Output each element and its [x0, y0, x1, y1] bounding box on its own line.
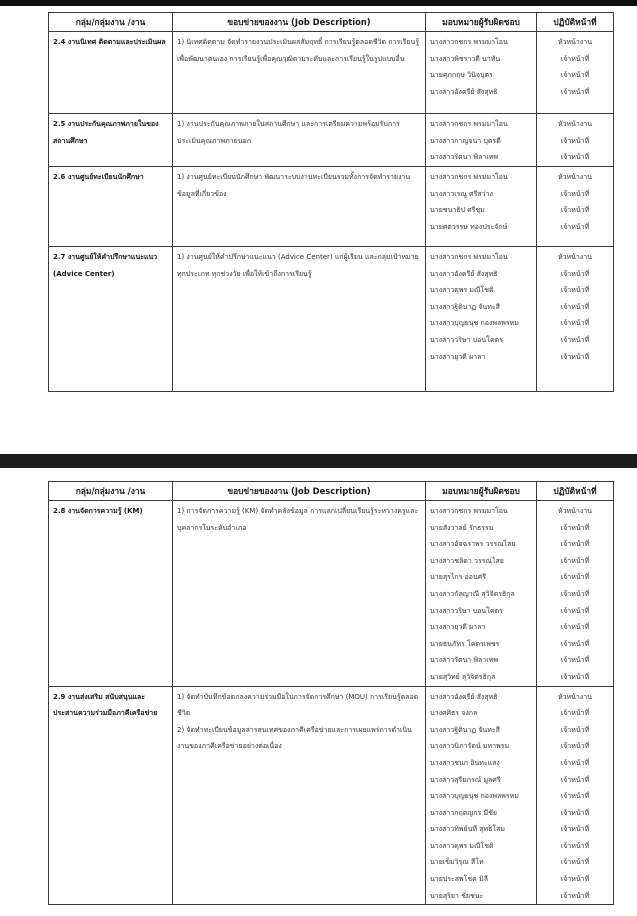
role-label: เจ้าหน้าที่: [560, 286, 590, 295]
person-name: นางสาวกชกร พรมมาโอน: [430, 173, 508, 181]
role-label: เจ้าหน้าที่: [560, 725, 590, 734]
person-name: นางสาวรัตนา พิลาเทพ: [430, 153, 498, 162]
person-name: นางสาวยุวดี ผาลา: [430, 623, 486, 632]
people-cell: [426, 167, 537, 247]
description-cell: [173, 114, 426, 167]
role-label: เจ้าหน้าที่: [560, 87, 590, 96]
roles-cell: [537, 686, 614, 905]
page-gap: [0, 410, 637, 454]
roles-cell: [537, 247, 614, 392]
description-line: 1) งานศูนย์ให้คำปรึกษาแนะแนว (Advice Center) แก่ผู้เรียน และกลุ่มเป้าหมายทุกประเภท ทุกช่วงวัย เพื่อให้เข้าถึงการเรียนรู้: [177, 253, 419, 278]
role-label: เจ้าหน้าที่: [560, 352, 590, 361]
person-name: นางสาวกชกร พรมมาโอน: [430, 253, 508, 261]
role-label: เจ้าหน้าที่: [560, 189, 590, 198]
roles-cell: [537, 32, 614, 114]
header-description: ขอบข่ายของงาน (Job Description): [173, 13, 426, 32]
role-label: เจ้าหน้าที่: [560, 672, 590, 681]
person-name: นายศุภกฤษ วินิจบุตร: [430, 71, 493, 80]
people-cell: [426, 501, 537, 687]
description-cell: [173, 32, 426, 114]
roles-cell: [537, 501, 614, 687]
role-label: เจ้าหน้าที่: [560, 153, 590, 162]
people-cell: [426, 114, 537, 167]
role-label: หัวหน้างาน: [557, 120, 592, 128]
role-label: เจ้าหน้าที่: [560, 742, 590, 751]
role-label: เจ้าหน้าที่: [560, 269, 590, 278]
role-label: เจ้าหน้าที่: [560, 656, 590, 665]
description-cell: [173, 686, 426, 905]
role-label: เจ้าหน้าที่: [560, 891, 590, 900]
table-row: [49, 501, 614, 687]
roles-cell: [537, 167, 614, 247]
person-name: นางสาวอังครีย์ สังสุทธิ: [430, 692, 498, 701]
person-name: นางสาวกัลญาณี สุวิจิตรธิกุล: [430, 589, 515, 598]
role-label: เจ้าหน้าที่: [560, 54, 590, 63]
role-label: เจ้าหน้าที่: [560, 623, 590, 632]
people-cell: [426, 247, 537, 392]
header-description: ขอบข่ายของงาน (Job Description): [173, 482, 426, 501]
description-line: 2) จัดทำทะเบียนข้อมูลสารสนเทศของภาคีเครือข่ายและการเผยแพร่การดำเนินงานของภาคีเครือข่ายอย่างต่อเนื่อง: [177, 725, 412, 751]
header-group: กลุ่ม/กลุ่มงาน /งาน: [49, 13, 173, 32]
role-label: หัวหน้างาน: [557, 173, 592, 181]
role-label: เจ้าหน้าที่: [560, 573, 590, 582]
role-label: เจ้าหน้าที่: [560, 206, 590, 215]
page-separator-bar: [0, 454, 637, 468]
person-name: นางศศิธร จงกล: [430, 709, 478, 718]
description-cell: [173, 247, 426, 392]
person-name: นางสาวชลิดา วรรณไสย: [430, 556, 504, 565]
table-row: [49, 114, 614, 167]
role-label: เจ้าหน้าที่: [560, 841, 590, 850]
person-name: นางสาวนิภารัตน์ มหาพรม: [430, 742, 510, 751]
person-name: นางสาวบุญยนุช กองพลพรหม: [430, 792, 519, 801]
person-name: นางสาวรัตนา พิลาเทพ: [430, 656, 498, 665]
person-name: นางสาวกชกร พรมมาโอน: [430, 120, 508, 128]
group-cell: 2.5 งานประกันคุณภาพภายในของสถานศึกษา: [49, 114, 173, 167]
role-label: เจ้าหน้าที่: [560, 606, 590, 615]
header-group: กลุ่ม/กลุ่มงาน /งาน: [49, 482, 173, 501]
top-edge-bar: [0, 0, 637, 6]
role-label: เจ้าหน้าที่: [560, 319, 590, 328]
description-line: 1) การจัดการความรู้ (KM) จัดทำคลังข้อมูล การแลกเปลี่ยนเรียนรู้ระหว่างครูและบุคลากรในระดับอำเภอ: [177, 507, 419, 532]
role-label: หัวหน้างาน: [557, 38, 592, 46]
role-label: เจ้าหน้าที่: [560, 556, 590, 565]
role-label: เจ้าหน้าที่: [560, 758, 590, 767]
person-name: นางสาวทิพย์นที สุทธิโสม: [430, 825, 506, 834]
job-description-table-page-2: [48, 481, 614, 905]
person-name: นายสุริยา ชัยชนะ: [430, 891, 484, 900]
role-label: เจ้าหน้าที่: [560, 523, 590, 532]
role-label: เจ้าหน้าที่: [560, 71, 590, 80]
description-cell: [173, 501, 426, 687]
group-cell: 2.8 งานจัดการความรู้ (KM): [49, 501, 173, 687]
person-name: นางสาววริษา บอนโคตร: [430, 606, 503, 615]
role-label: เจ้าหน้าที่: [560, 808, 590, 817]
description-line: 1) จัดทำบันทึกข้อตกลงความร่วมมือในการจัดการศึกษา (MOU) การเรียนรู้ตลอดชีวิต: [177, 692, 419, 718]
person-name: นายศตวรรษ ทองประจักษ์: [430, 222, 508, 231]
role-label: เจ้าหน้าที่: [560, 302, 590, 311]
person-name: นายสุรไกร อ่อนศรี: [430, 573, 486, 582]
table-header-row: [49, 13, 614, 32]
header-role: ปฏิบัติหน้าที่: [537, 13, 614, 32]
person-name: นางสาวกชกร พรมมาโอน: [430, 507, 508, 515]
roles-cell: [537, 114, 614, 167]
group-cell: 2.9 งานส่งเสริม สนับสนุนและประสานความร่วมมือภาคีเครือข่าย: [49, 686, 173, 905]
person-name: นางสาวสุรียภรณ์ มูลศรี: [430, 775, 501, 784]
person-name: นายประสพโชค มิลี: [430, 875, 488, 884]
role-label: เจ้าหน้าที่: [560, 639, 590, 648]
description-line: 1) นิเทศติดตาม จัดทำรายงานประเมินผลสัมฤทธิ์ การเรียนรู้ตลอดชีวิต การเรียนรู้เพื่อพัฒนาตนเอง การเรียนรู้เพื่อคุณวุฒิตามระดับและการเรียนรู้ในรูปแบบอื่น: [177, 38, 420, 63]
table-row: [49, 167, 614, 247]
role-label: เจ้าหน้าที่: [560, 875, 590, 884]
table-header-row: [49, 482, 614, 501]
group-cell: 2.7 งานศูนย์ให้คำปรึกษาแนะแนว (Advice Center): [49, 247, 173, 392]
person-name: นางสาวกชกร พรมมาโอน: [430, 38, 508, 46]
header-assignee: มอบหมายผู้รับผิดชอบ: [426, 482, 537, 501]
role-label: เจ้าหน้าที่: [560, 709, 590, 718]
person-name: นางสาวยุวดี ผาลา: [430, 352, 486, 361]
job-description-table-page-1: [48, 12, 614, 392]
header-role: ปฏิบัติหน้าที่: [537, 482, 614, 501]
person-name: นางสาวฐิตินาฏ จันทะสี: [430, 725, 500, 734]
person-name: นางสาวฐิตินาฏ จันทะสี: [430, 302, 500, 311]
person-name: นางสาวอังครีย์ สังสุทธิ: [430, 269, 498, 278]
role-label: เจ้าหน้าที่: [560, 858, 590, 867]
table-row: [49, 686, 614, 905]
person-name: นายเข็มวิรุณ สีโท: [430, 858, 484, 867]
person-name: นางสาวกฤตญกร มีชัย: [430, 808, 497, 817]
person-name: นางสาวดุพร มณีโชติ: [430, 841, 494, 850]
people-cell: [426, 32, 537, 114]
role-label: หัวหน้างาน: [557, 692, 592, 701]
role-label: เจ้าหน้าที่: [560, 136, 590, 145]
person-name: นายสุวิทย์ สุวิจิตรธิกุล: [430, 672, 496, 681]
person-name: นางสาวดุพร มณีโชติ: [430, 286, 494, 295]
role-label: เจ้าหน้าที่: [560, 589, 590, 598]
group-cell: 2.6 งานศูนย์ทะเบียนนักศึกษา: [49, 167, 173, 247]
description-line: 1) งานศูนย์ทะเบียนนักศึกษา พัฒนาระบบงานทะเบียนรวมทั้งการจัดทำรายงานข้อมูลที่เกี่ยวข้อง: [177, 173, 411, 198]
description-cell: [173, 167, 426, 247]
group-cell: 2.4 งานนิเทศ ติดตามและประเมินผล: [49, 32, 173, 114]
role-label: เจ้าหน้าที่: [560, 222, 590, 231]
role-label: หัวหน้างาน: [557, 253, 592, 261]
person-name: นางสาวพิชราวดี นาทัน: [430, 54, 501, 63]
role-label: เจ้าหน้าที่: [560, 775, 590, 784]
person-name: นางสาวชนก อินทะแสง: [430, 758, 500, 767]
header-assignee: มอบหมายผู้รับผิดชอบ: [426, 13, 537, 32]
table-row: [49, 32, 614, 114]
role-label: เจ้าหน้าที่: [560, 335, 590, 344]
person-name: นายธนภัทร โคตรเพชร: [430, 639, 500, 648]
person-name: นางสาวกาญจนา บุตรดี: [430, 136, 501, 145]
role-label: เจ้าหน้าที่: [560, 825, 590, 834]
table-row: [49, 247, 614, 392]
person-name: นายชนาธิป ศรีชุม: [430, 206, 485, 215]
person-name: นางสาวอังครีย์ สังสุทธิ: [430, 87, 498, 96]
description-line: 1) งานประกันคุณภาพภายในสถานศึกษา และการเตรียมความพร้อมรับการประเมินคุณภาพภายนอก: [177, 120, 400, 145]
person-name: นางสาวเรณู ศรีสว่าง: [430, 189, 493, 198]
person-name: นายสังวาลย์ รักธรรม: [430, 523, 494, 532]
people-cell: [426, 686, 537, 905]
role-label: หัวหน้างาน: [557, 507, 592, 515]
role-label: เจ้าหน้าที่: [560, 540, 590, 549]
role-label: เจ้าหน้าที่: [560, 792, 590, 801]
person-name: นางสาววริษา บอนโคตร: [430, 335, 503, 344]
person-name: นางสาวบุญยนุช กองพลพรหม: [430, 319, 519, 328]
person-name: นางสาวอัจฉราพร วรรณไสย: [430, 540, 516, 549]
